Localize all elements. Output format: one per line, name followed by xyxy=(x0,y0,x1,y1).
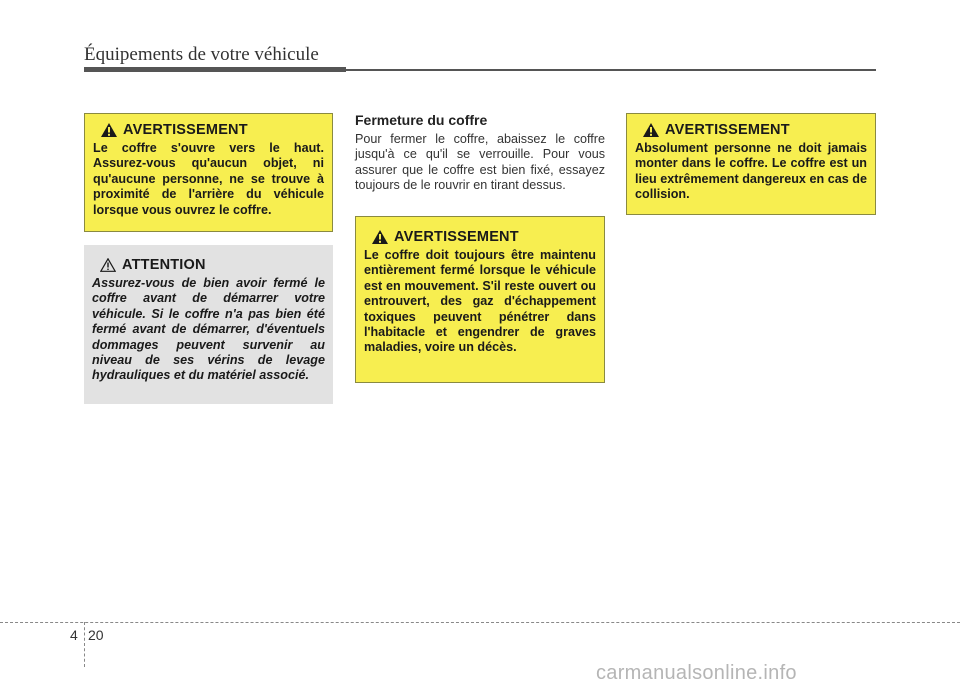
warning-triangle-icon xyxy=(372,230,388,244)
caution-box-left-text: Assurez-vous de bien avoir fermé le coffre avant de démarrer votre véhicule. Si le coffre n'a pas bien été fermé avant de démarrer, d'éventuels dommages peuvent survenir au niveau de ses vérins de levage hydrauliques et du matériel associé. xyxy=(92,276,325,383)
warning-box-right-header xyxy=(643,122,867,138)
watermark: carmanualsonline.info xyxy=(596,662,797,684)
footer-rule xyxy=(0,622,960,623)
warning-box-right-title: AVERTISSEMENT xyxy=(665,122,790,138)
caution-triangle-icon xyxy=(100,258,116,272)
header-rule-thin xyxy=(346,69,876,71)
header-rule-thick xyxy=(84,67,346,72)
warning-box-left-text: Le coffre s'ouvre vers le haut. Assurez-vous qu'aucun objet, ni qu'aucune personne, ne se trouve à proximité de l'arrière du véhicule lorsque vous ouvrez le coffre. xyxy=(93,141,324,217)
warning-triangle-icon xyxy=(643,123,659,137)
caution-box-left xyxy=(84,245,333,404)
warning-box-middle xyxy=(355,216,605,383)
warning-box-left-title: AVERTISSEMENT xyxy=(123,122,248,138)
warning-box-middle-header xyxy=(372,229,596,245)
footer-divider xyxy=(84,622,85,667)
warning-box-left xyxy=(84,113,333,232)
warning-box-right-text: Absolument personne ne doit jamais monter dans le coffre. Le coffre est un lieu extrêmement dangereux en cas de collision. xyxy=(635,141,867,202)
section-title: Fermeture du coffre xyxy=(355,112,488,128)
section-text: Pour fermer le coffre, abaissez le coffre jusqu'à ce qu'il se verrouille. Pour vous assurer que le coffre est bien fixé, essayez toujours de le rouvrir en tirant dessus. xyxy=(355,132,605,193)
caution-box-left-header xyxy=(100,257,325,273)
chapter-number: 4 xyxy=(70,627,78,643)
warning-box-middle-title: AVERTISSEMENT xyxy=(394,229,519,245)
caution-box-left-title: ATTENTION xyxy=(122,257,206,273)
header-title: Équipements de votre véhicule xyxy=(84,44,319,65)
warning-box-middle-text: Le coffre doit toujours être maintenu entièrement fermé lorsque le véhicule est en mouvement. S'il reste ouvert ou entrouvert, des gaz d'échappement toxiques peuvent pénétrer dans l'habitacle et engendrer de graves maladies, voire un décès. xyxy=(364,248,596,355)
warning-box-left-header xyxy=(101,122,324,138)
page-number: 20 xyxy=(88,627,104,643)
warning-triangle-icon xyxy=(101,123,117,137)
warning-box-right xyxy=(626,113,876,215)
